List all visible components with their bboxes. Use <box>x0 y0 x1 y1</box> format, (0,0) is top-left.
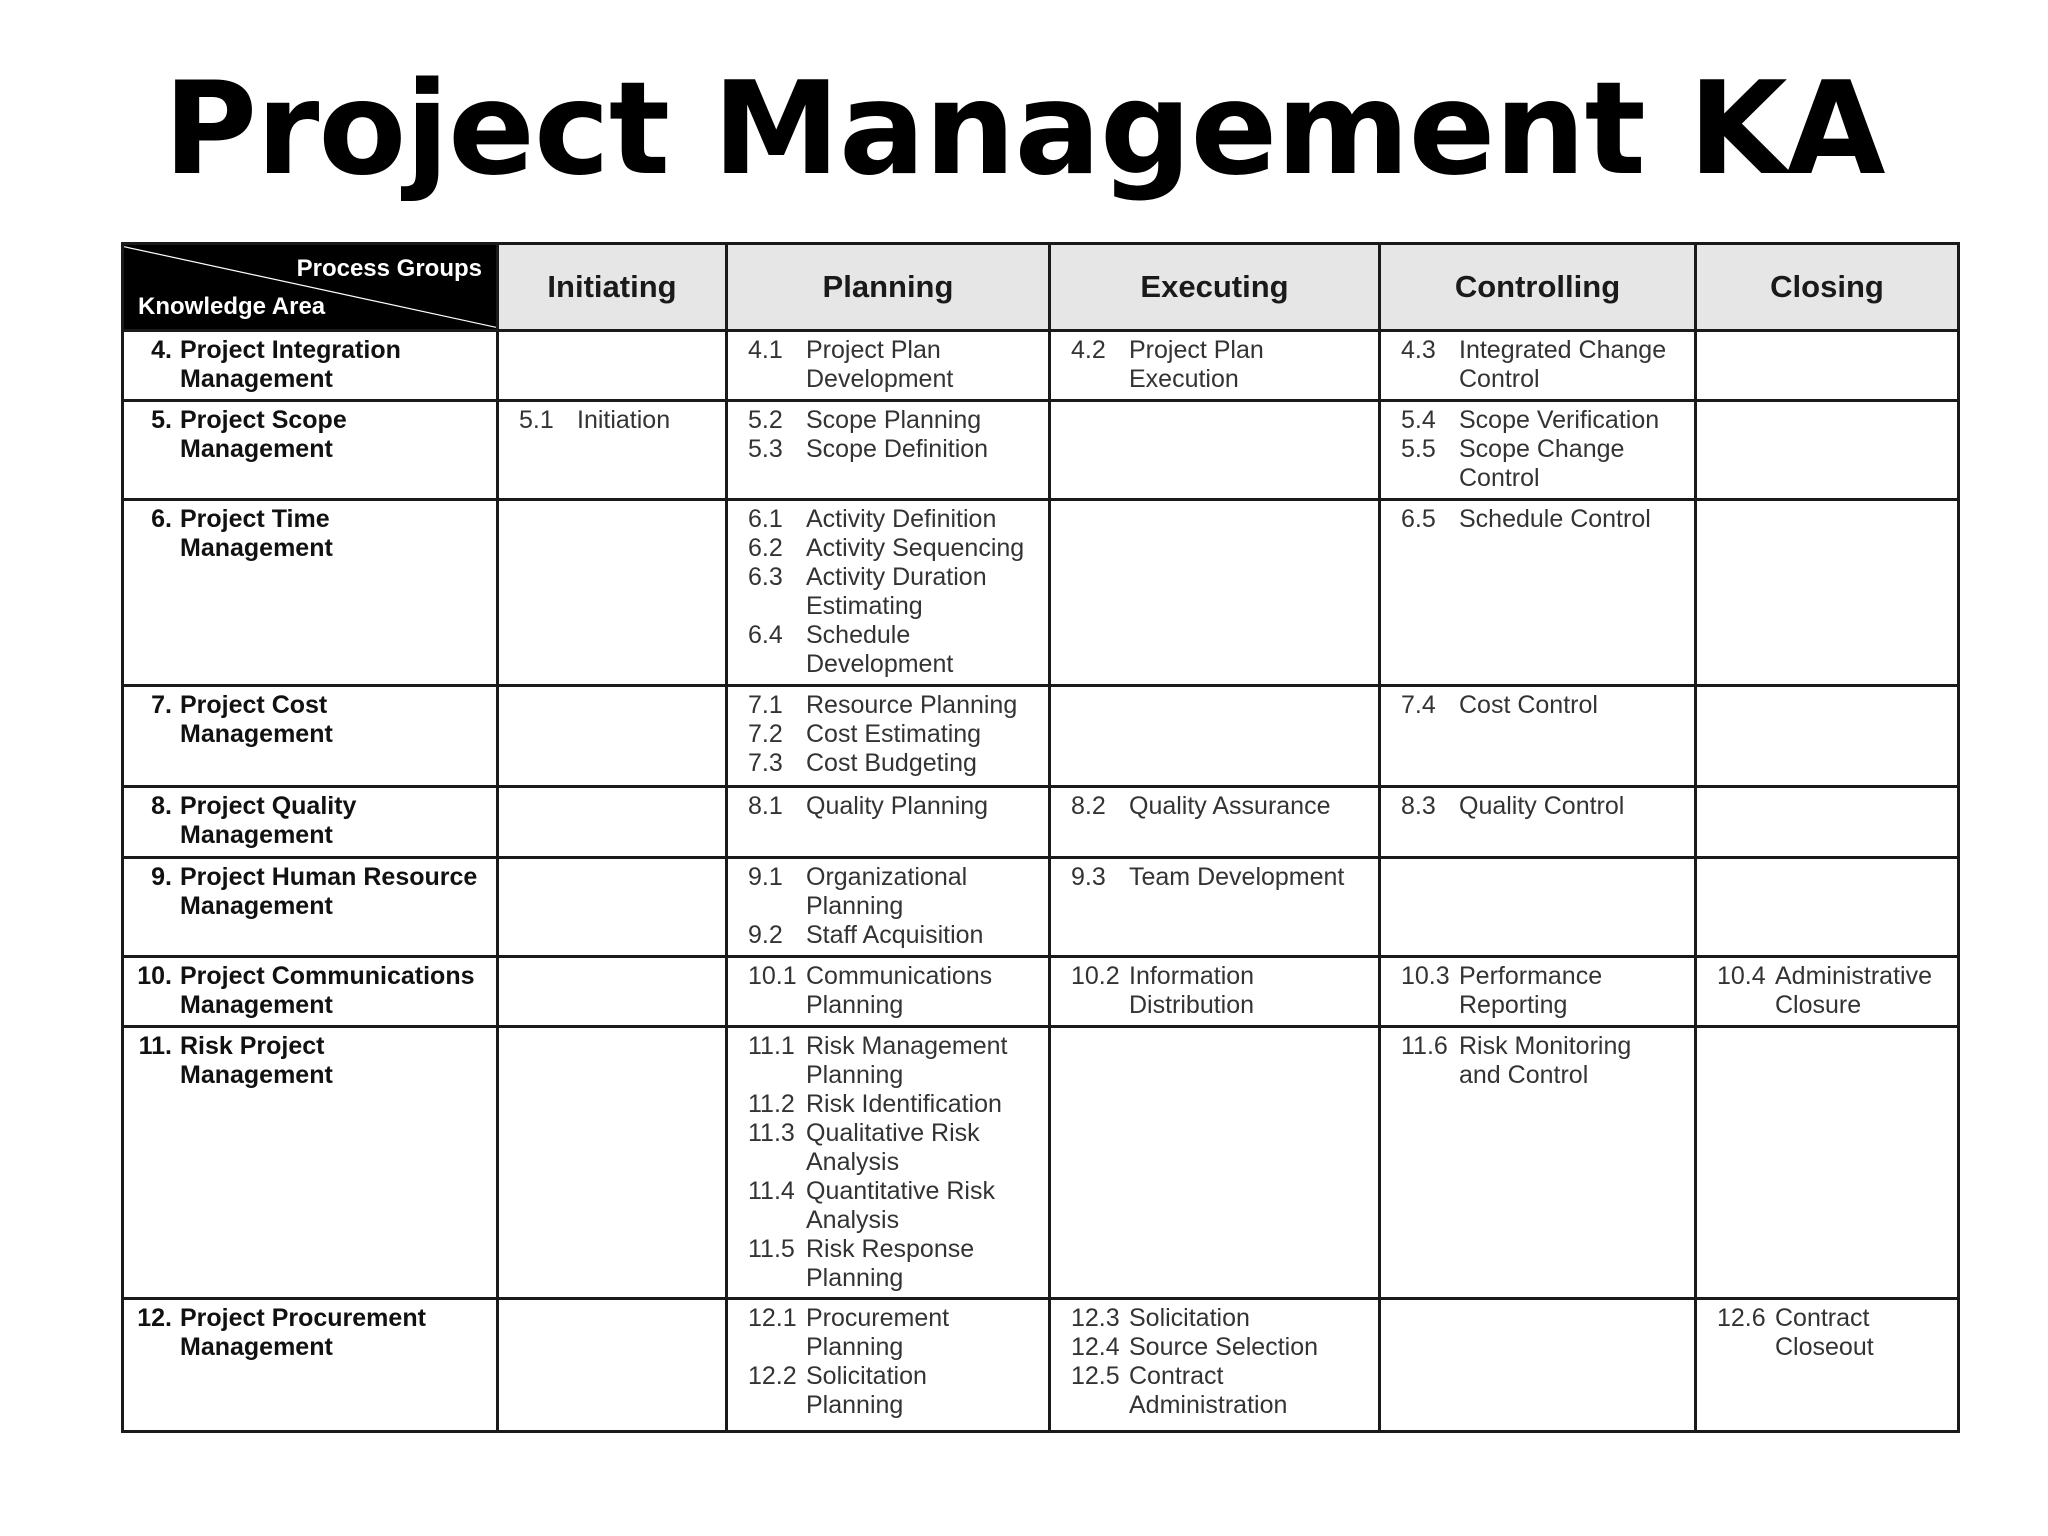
process-cell-closing <box>1696 331 1959 401</box>
process-number-spacer <box>1401 1061 1459 1090</box>
process-item <box>748 1362 1042 1391</box>
process-cell-controlling <box>1380 787 1696 858</box>
knowledge-area-name: Management <box>180 821 333 849</box>
process-name: and Control <box>1459 1061 1589 1089</box>
process-item <box>1071 1304 1372 1333</box>
process-name: Solicitation <box>806 1362 927 1390</box>
process-cell-closing <box>1696 500 1959 686</box>
knowledge-area-name: Project Integration <box>180 336 401 364</box>
process-cell-executing <box>1050 686 1380 787</box>
header-row <box>123 244 1959 331</box>
knowledge-area-cell <box>123 500 498 686</box>
process-number: 6.3 <box>748 563 783 591</box>
process-name: Cost Budgeting <box>806 749 977 777</box>
process-name: Project Plan <box>1129 336 1264 364</box>
process-item <box>748 1391 1042 1420</box>
process-item <box>1401 991 1688 1020</box>
process-item <box>748 991 1042 1020</box>
process-number: 5.3 <box>748 435 783 463</box>
process-name: Execution <box>1129 365 1239 393</box>
process-name: Control <box>1459 365 1540 393</box>
process-number: 5.5 <box>1401 435 1436 463</box>
process-cell-executing <box>1050 500 1380 686</box>
process-item <box>1401 792 1688 821</box>
process-cell-controlling <box>1380 401 1696 500</box>
process-number: 7.2 <box>748 720 783 748</box>
process-item <box>1717 1333 1951 1362</box>
process-item <box>748 534 1042 563</box>
process-item <box>748 691 1042 720</box>
process-cell-controlling <box>1380 1027 1696 1299</box>
knowledge-area-number: 7. <box>151 691 172 719</box>
process-number: 6.2 <box>748 534 783 562</box>
column-header-executing: Executing <box>1050 244 1380 331</box>
slide-title: Project Management KA <box>163 55 1885 204</box>
knowledge-area-name: Project Time <box>180 505 330 533</box>
process-item <box>1071 1391 1372 1420</box>
process-item <box>1071 1362 1372 1391</box>
process-number: 10.2 <box>1071 962 1120 990</box>
process-item <box>748 336 1042 365</box>
process-number-spacer <box>748 1148 806 1177</box>
process-number: 10.1 <box>748 962 797 990</box>
process-item <box>748 505 1042 534</box>
process-name: Analysis <box>806 1206 900 1234</box>
process-number: 6.4 <box>748 621 783 649</box>
process-number: 12.1 <box>748 1304 797 1332</box>
process-item <box>1071 336 1372 365</box>
process-cell-controlling <box>1380 500 1696 686</box>
process-number: 5.1 <box>519 406 554 434</box>
process-cell-executing <box>1050 1299 1380 1432</box>
process-number-spacer <box>1717 1333 1775 1362</box>
process-item <box>1401 365 1688 394</box>
process-item <box>748 1148 1042 1177</box>
process-item <box>748 792 1042 821</box>
process-item <box>748 592 1042 621</box>
process-item <box>1401 435 1688 464</box>
table-row <box>123 1299 1959 1432</box>
process-name: Closeout <box>1775 1333 1874 1361</box>
process-item <box>1071 991 1372 1020</box>
process-name: Resource Planning <box>806 691 1018 719</box>
process-name: Administrative <box>1775 962 1932 990</box>
process-cell-planning <box>727 787 1050 858</box>
process-name: Control <box>1459 464 1540 492</box>
process-item <box>1717 991 1951 1020</box>
knowledge-area-cell <box>123 401 498 500</box>
knowledge-area-name: Management <box>180 365 333 393</box>
process-number: 7.3 <box>748 749 783 777</box>
process-cell-executing <box>1050 787 1380 858</box>
knowledge-area-name: Management <box>180 1061 333 1089</box>
knowledge-area-number: 4. <box>151 336 172 364</box>
process-cell-initiating <box>498 1027 727 1299</box>
process-cell-closing <box>1696 858 1959 957</box>
process-name: Staff Acquisition <box>806 921 984 949</box>
process-item <box>748 1032 1042 1061</box>
process-cell-executing <box>1050 1027 1380 1299</box>
knowledge-area-number: 9. <box>151 863 172 891</box>
process-item <box>1071 1333 1372 1362</box>
process-item <box>748 406 1042 435</box>
process-number-spacer <box>748 1061 806 1090</box>
process-name: Performance <box>1459 962 1603 990</box>
process-cell-initiating <box>498 858 727 957</box>
process-name: Estimating <box>806 592 923 620</box>
process-number-spacer <box>748 1206 806 1235</box>
process-name: Contract <box>1129 1362 1224 1390</box>
knowledge-area-cell <box>123 686 498 787</box>
column-header-initiating: Initiating <box>498 244 727 331</box>
process-number: 12.4 <box>1071 1333 1120 1361</box>
process-item <box>1401 691 1688 720</box>
knowledge-area-name: Project Quality <box>180 792 357 820</box>
column-header-closing: Closing <box>1696 244 1959 331</box>
corner-header-cell <box>123 244 498 331</box>
process-name: Quality Assurance <box>1129 792 1331 820</box>
process-item <box>748 365 1042 394</box>
process-number-spacer <box>748 365 806 394</box>
process-cell-closing <box>1696 1299 1959 1432</box>
process-item <box>748 892 1042 921</box>
process-item <box>1401 1061 1688 1090</box>
table-row <box>123 957 1959 1027</box>
process-name: Cost Control <box>1459 691 1598 719</box>
process-number: 6.1 <box>748 505 783 533</box>
process-item <box>1401 336 1688 365</box>
process-number-spacer <box>748 650 806 679</box>
process-number: 7.4 <box>1401 691 1436 719</box>
process-item <box>748 435 1042 464</box>
process-item <box>1071 863 1372 892</box>
process-number-spacer <box>748 892 806 921</box>
process-name: Communications <box>806 962 993 990</box>
process-cell-controlling <box>1380 957 1696 1027</box>
process-cell-planning <box>727 401 1050 500</box>
process-name: Risk Management <box>806 1032 1008 1060</box>
knowledge-area-name: Project Human Resource <box>180 863 478 891</box>
process-name: Quality Control <box>1459 792 1625 820</box>
process-number: 12.5 <box>1071 1362 1120 1390</box>
process-number: 11.5 <box>748 1235 795 1263</box>
process-item <box>748 1304 1042 1333</box>
knowledge-area-name: Project Scope <box>180 406 347 434</box>
process-cell-closing <box>1696 957 1959 1027</box>
process-item <box>748 921 1042 950</box>
process-cell-initiating <box>498 957 727 1027</box>
column-header-controlling: Controlling <box>1380 244 1696 331</box>
process-item <box>1401 1032 1688 1061</box>
process-item <box>748 1264 1042 1293</box>
process-cell-planning <box>727 1299 1050 1432</box>
process-name: Schedule <box>806 621 911 649</box>
process-name: Risk Monitoring <box>1459 1032 1632 1060</box>
process-number: 4.3 <box>1401 336 1436 364</box>
knowledge-area-number-spacer <box>132 1333 180 1362</box>
process-name: Initiation <box>577 406 671 434</box>
knowledge-area-name: Project Communications <box>180 962 475 990</box>
process-number-spacer <box>748 1264 806 1293</box>
knowledge-area-cell <box>123 787 498 858</box>
process-number: 9.2 <box>748 921 783 949</box>
process-cell-closing <box>1696 1027 1959 1299</box>
process-number-spacer <box>1717 991 1775 1020</box>
process-item <box>1401 464 1688 493</box>
process-name: Scope Definition <box>806 435 989 463</box>
knowledge-area-name: Management <box>180 534 333 562</box>
process-number: 11.3 <box>748 1119 795 1147</box>
process-name: Qualitative Risk <box>806 1119 980 1147</box>
process-item <box>748 563 1042 592</box>
knowledge-area-number: 5. <box>151 406 172 434</box>
knowledge-area-label: Knowledge Area <box>138 293 326 320</box>
process-number: 4.1 <box>748 336 783 364</box>
process-number-spacer <box>1401 365 1459 394</box>
process-item <box>748 720 1042 749</box>
process-item <box>1717 962 1951 991</box>
knowledge-area-number: 10. <box>137 962 172 990</box>
process-cell-controlling <box>1380 686 1696 787</box>
process-cell-executing <box>1050 957 1380 1027</box>
table-row <box>123 787 1959 858</box>
process-number-spacer <box>1401 464 1459 493</box>
process-item <box>748 1090 1042 1119</box>
knowledge-area-name: Risk Project <box>180 1032 325 1060</box>
knowledge-area-table <box>121 242 1960 1433</box>
knowledge-area-cell <box>123 331 498 401</box>
column-header-planning: Planning <box>727 244 1050 331</box>
process-item <box>1401 505 1688 534</box>
process-item <box>1071 365 1372 394</box>
knowledge-area-name: Management <box>180 435 333 463</box>
process-cell-executing <box>1050 331 1380 401</box>
process-name: Distribution <box>1129 991 1255 1019</box>
process-name: Planning <box>806 1061 904 1089</box>
process-number-spacer <box>1071 1391 1129 1420</box>
process-item <box>1071 792 1372 821</box>
process-name: Planning <box>806 1391 904 1419</box>
process-name: Risk Response <box>806 1235 975 1263</box>
process-groups-label: Process Groups <box>296 255 482 282</box>
process-cell-initiating <box>498 500 727 686</box>
process-cell-planning <box>727 331 1050 401</box>
process-name: Integrated Change <box>1459 336 1667 364</box>
table-body <box>123 331 1959 1432</box>
process-cell-initiating <box>498 787 727 858</box>
process-name: Planning <box>806 1333 904 1361</box>
process-name: Planning <box>806 892 904 920</box>
process-cell-initiating <box>498 401 727 500</box>
process-item <box>748 1061 1042 1090</box>
process-name: Scope Change <box>1459 435 1625 463</box>
table-row <box>123 858 1959 957</box>
table-row <box>123 401 1959 500</box>
knowledge-area-number-spacer <box>132 821 180 850</box>
process-number-spacer <box>748 592 806 621</box>
process-number: 10.4 <box>1717 962 1766 990</box>
process-number: 5.2 <box>748 406 783 434</box>
knowledge-area-number: 12. <box>137 1304 172 1332</box>
process-item <box>748 1333 1042 1362</box>
table-row <box>123 686 1959 787</box>
process-name: Information <box>1129 962 1255 990</box>
process-number-spacer <box>748 1333 806 1362</box>
process-item <box>1401 962 1688 991</box>
process-cell-closing <box>1696 401 1959 500</box>
process-name: Cost Estimating <box>806 720 982 748</box>
process-item <box>1717 1304 1951 1333</box>
process-item <box>748 1235 1042 1264</box>
knowledge-area-number: 8. <box>151 792 172 820</box>
process-number-spacer <box>1071 991 1129 1020</box>
process-name: Planning <box>806 991 904 1019</box>
process-item <box>748 1206 1042 1235</box>
process-cell-planning <box>727 858 1050 957</box>
process-name: Schedule Control <box>1459 505 1651 533</box>
process-cell-initiating <box>498 331 727 401</box>
knowledge-area-number-spacer <box>132 435 180 464</box>
process-name: Scope Planning <box>806 406 982 434</box>
process-cell-executing <box>1050 401 1380 500</box>
process-item <box>748 621 1042 650</box>
process-item <box>519 406 719 435</box>
process-number: 8.1 <box>748 792 783 820</box>
process-name: Quality Planning <box>806 792 989 820</box>
knowledge-area-name: Management <box>180 720 333 748</box>
knowledge-area-cell <box>123 957 498 1027</box>
table-row <box>123 1027 1959 1299</box>
process-item <box>1401 406 1688 435</box>
process-cell-controlling <box>1380 1299 1696 1432</box>
knowledge-area-number-spacer <box>132 892 180 921</box>
knowledge-area-number-spacer <box>132 720 180 749</box>
knowledge-area-number: 6. <box>151 505 172 533</box>
process-name: Team Development <box>1129 863 1345 891</box>
process-item <box>748 650 1042 679</box>
process-cell-controlling <box>1380 331 1696 401</box>
process-name: Activity Sequencing <box>806 534 1025 562</box>
knowledge-area-number-spacer <box>132 534 180 563</box>
knowledge-area-name: Project Cost <box>180 691 328 719</box>
process-number: 12.6 <box>1717 1304 1766 1332</box>
process-cell-initiating <box>498 686 727 787</box>
process-item <box>748 863 1042 892</box>
process-number: 8.2 <box>1071 792 1106 820</box>
process-number-spacer <box>1071 365 1129 394</box>
knowledge-area-cell <box>123 1299 498 1432</box>
process-number: 6.5 <box>1401 505 1436 533</box>
process-name: Procurement <box>806 1304 950 1332</box>
knowledge-area-number: 11. <box>138 1032 172 1060</box>
process-cell-planning <box>727 500 1050 686</box>
process-name: Closure <box>1775 991 1862 1019</box>
process-number: 9.3 <box>1071 863 1106 891</box>
knowledge-area-number-spacer <box>132 991 180 1020</box>
process-item <box>748 962 1042 991</box>
process-cell-executing <box>1050 858 1380 957</box>
process-name: Activity Definition <box>806 505 997 533</box>
process-item <box>748 1119 1042 1148</box>
table-row <box>123 331 1959 401</box>
process-number: 4.2 <box>1071 336 1106 364</box>
process-cell-planning <box>727 957 1050 1027</box>
process-number: 11.2 <box>748 1090 795 1118</box>
process-cell-controlling <box>1380 858 1696 957</box>
knowledge-area-name: Management <box>180 991 333 1019</box>
process-number: 12.3 <box>1071 1304 1120 1332</box>
process-name: Risk Identification <box>806 1090 1002 1118</box>
process-item <box>748 1177 1042 1206</box>
process-name: Reporting <box>1459 991 1568 1019</box>
process-name: Administration <box>1129 1391 1288 1419</box>
process-number-spacer <box>748 991 806 1020</box>
knowledge-area-name: Management <box>180 1333 333 1361</box>
knowledge-area-number-spacer <box>132 365 180 394</box>
process-name: Scope Verification <box>1459 406 1660 434</box>
process-name: Quantitative Risk <box>806 1177 995 1205</box>
process-number: 12.2 <box>748 1362 797 1390</box>
process-name: Activity Duration <box>806 563 987 591</box>
process-item <box>1071 962 1372 991</box>
process-name: Contract <box>1775 1304 1870 1332</box>
process-number: 11.4 <box>748 1177 795 1205</box>
process-number: 5.4 <box>1401 406 1436 434</box>
process-cell-closing <box>1696 686 1959 787</box>
process-cell-planning <box>727 686 1050 787</box>
process-name: Analysis <box>806 1148 900 1176</box>
table-row <box>123 500 1959 686</box>
knowledge-area-cell <box>123 1027 498 1299</box>
knowledge-area-name: Project Procurement <box>180 1304 426 1332</box>
process-cell-initiating <box>498 1299 727 1432</box>
process-number: 8.3 <box>1401 792 1436 820</box>
process-number: 11.6 <box>1401 1032 1448 1060</box>
process-name: Solicitation <box>1129 1304 1250 1332</box>
process-number-spacer <box>748 1391 806 1420</box>
process-name: Development <box>806 365 954 393</box>
process-number: 11.1 <box>748 1032 795 1060</box>
process-number: 10.3 <box>1401 962 1450 990</box>
knowledge-area-name: Management <box>180 892 333 920</box>
knowledge-area-cell <box>123 858 498 957</box>
process-name: Planning <box>806 1264 904 1292</box>
process-name: Development <box>806 650 954 678</box>
process-item <box>748 749 1042 778</box>
process-name: Organizational <box>806 863 968 891</box>
knowledge-area-number-spacer <box>132 1061 180 1090</box>
process-name: Source Selection <box>1129 1333 1319 1361</box>
process-number: 7.1 <box>748 691 783 719</box>
process-cell-closing <box>1696 787 1959 858</box>
process-name: Project Plan <box>806 336 941 364</box>
process-number: 9.1 <box>748 863 783 891</box>
process-number-spacer <box>1401 991 1459 1020</box>
process-cell-planning <box>727 1027 1050 1299</box>
